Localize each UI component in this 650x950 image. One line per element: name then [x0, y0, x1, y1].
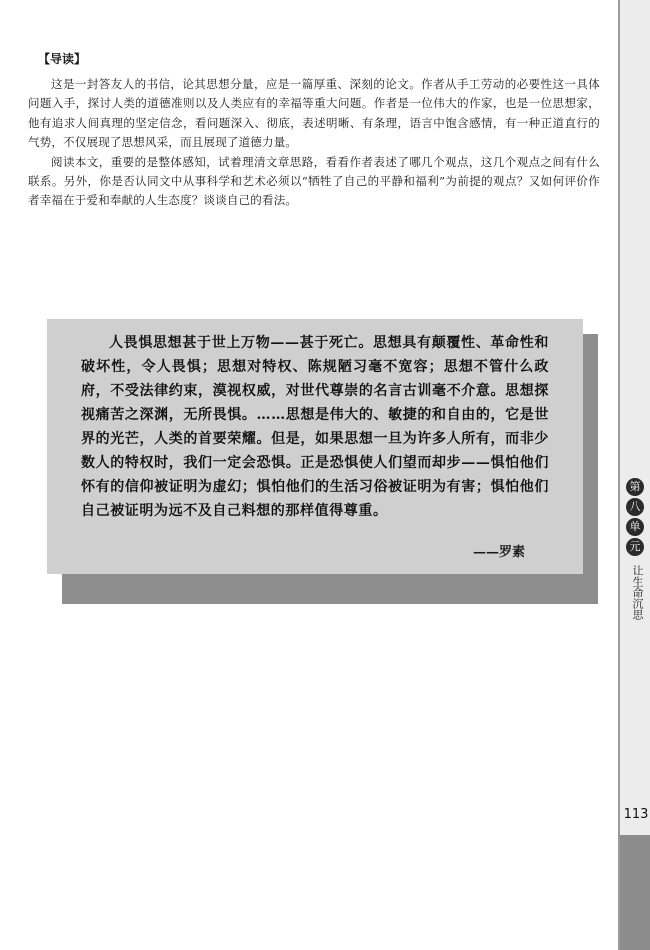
reading-guide-heading: 【导读】 [38, 52, 87, 66]
unit-badge-char: 单 [626, 518, 644, 536]
quote-box [47, 319, 583, 574]
unit-badge [623, 478, 647, 556]
reading-guide [28, 50, 600, 211]
guide-paragraph: 阅读本文，重要的是整体感知，试着理清文章思路，看看作者表述了哪几个观点，这几个观点之间有什么联系。另外，你是否认同文中从事科学和艺术必须以“牺牲了自己的平静和福利”为前提的观点？又如何评价作者幸福在于爱和奉献的人生态度？谈谈自己的看法。 [28, 154, 600, 208]
quote-text: 人畏惧思想甚于世上万物——甚于死亡。思想具有颠覆性、革命性和破坏性，令人畏惧；思想对特权、陈规陋习毫不宽容；思想不管什么政府，不受法律约束，漠视权威，对世代尊崇的名言古训毫不介意。思想探视痛苦之深渊，无所畏惧。……思想是伟大的、敏捷的和自由的，它是世界的光芒，人类的首要荣耀。但是，如果思想一旦为许多人所有，而非少数人的特权时，我们一定会恐惧。正是恐惧使人们望而却步——惧怕他们怀有的信仰被证明为虚幻；惧怕他们的生活习俗被证明为有害；惧怕他们自己被证明为远不及自己料想的那样值得尊重。 [81, 335, 549, 519]
unit-badge-char: 八 [626, 498, 644, 516]
quote-author: ——罗素 [472, 545, 525, 560]
page-number: 113 [623, 807, 649, 822]
unit-badge-char: 第 [626, 478, 644, 496]
side-margin-bottom-band [620, 835, 650, 950]
unit-title: 让生命沉思 [631, 565, 644, 620]
guide-paragraph: 这是一封答友人的书信，论其思想分量，应是一篇厚重、深刻的论文。作者从手工劳动的必要性这一具体问题入手，探讨人类的道德准则以及人类应有的幸福等重大问题。作者是一位伟大的作家，也是一位思想家，他有追求人间真理的坚定信念，看问题深入、彻底，表述明晰、有条理，语言中饱含感情，有一种正道直行的气势，不仅展现了思想风采，而且展现了道德力量。 [28, 77, 600, 150]
unit-badge-char: 元 [626, 538, 644, 556]
